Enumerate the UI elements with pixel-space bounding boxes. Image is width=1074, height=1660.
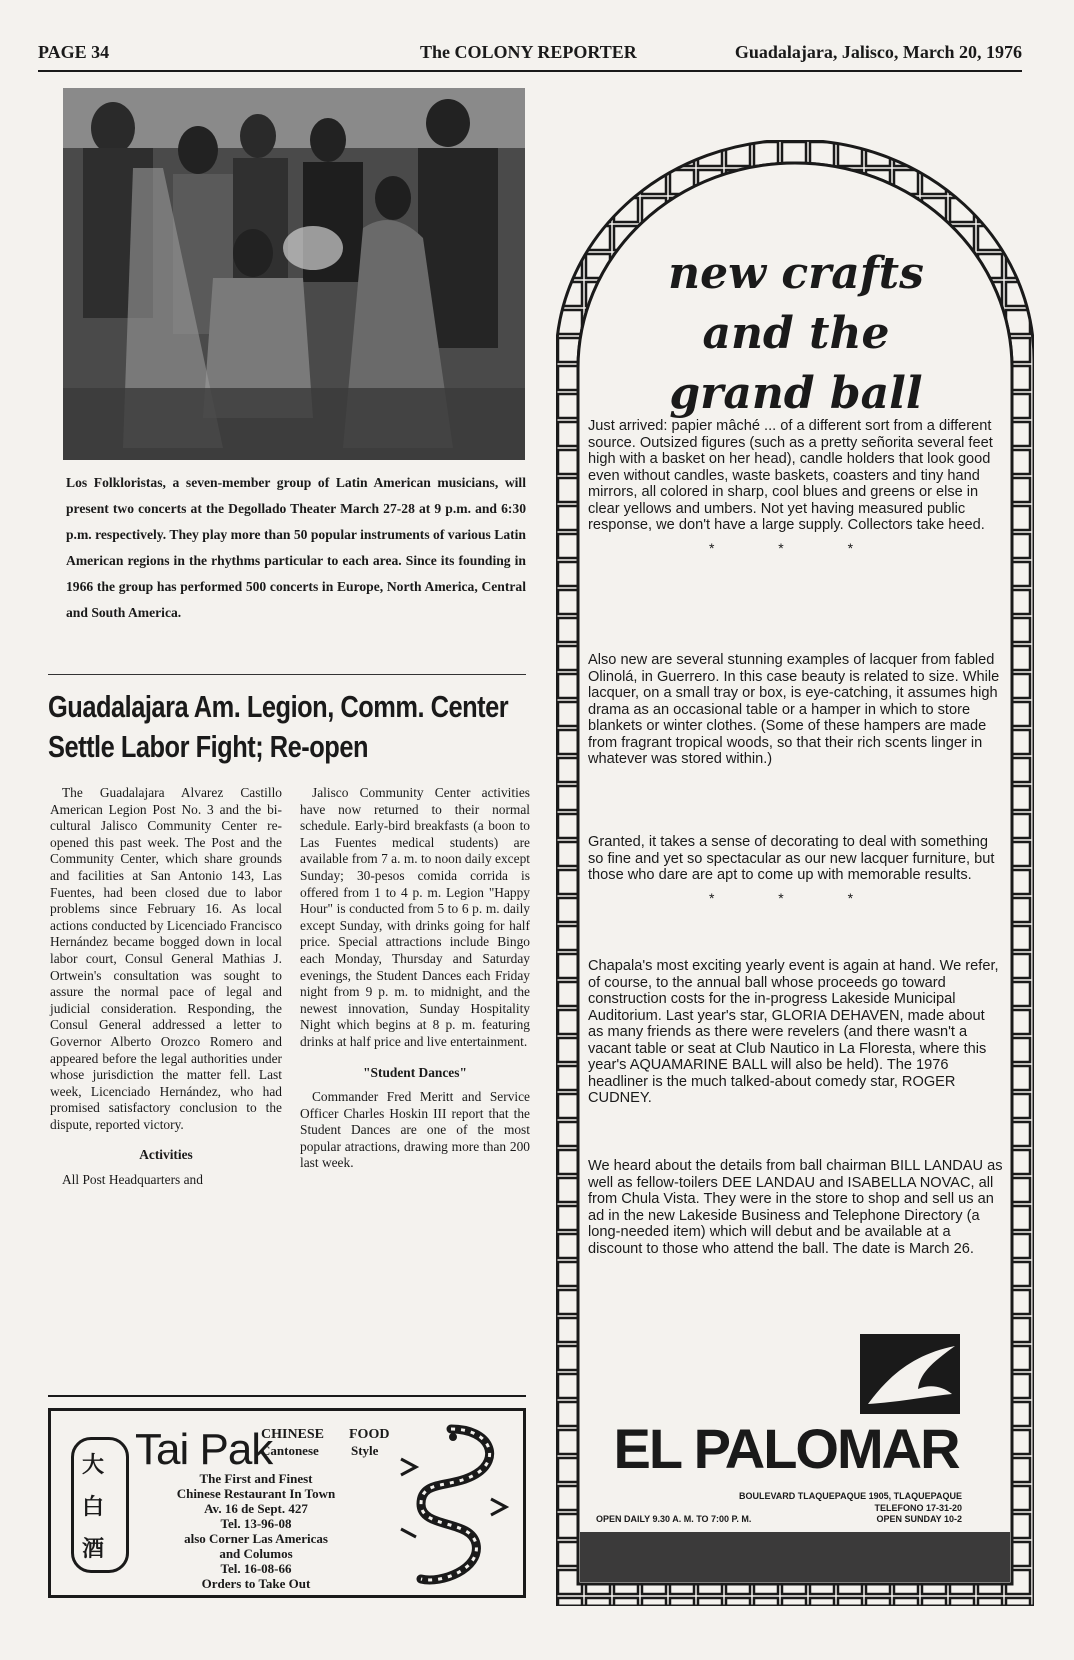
dove-logo-icon bbox=[860, 1334, 960, 1414]
newspaper-name: The COLONY REPORTER bbox=[420, 42, 637, 62]
ad-paragraph-text: Just arrived: papier mâché ... of a different sort from a different source. Outsized figures (such as a pretty señorita several feet high with a basket on her head), candle holders that look good even without candles, waste baskets, coasters and tiny hand mirrors, all colored in sharp, cool blues and greens or else in clear yellows and umbers. Not yet having measured public response, we don't have a large supply. Collectors take heed. bbox=[588, 418, 993, 533]
ad-title-line: grand ball bbox=[669, 368, 923, 419]
subheading-student-dances: "Student Dances" bbox=[363, 1064, 467, 1080]
divider bbox=[48, 674, 526, 675]
ad-title-line: new crafts bbox=[668, 248, 924, 299]
taipak-line: Tel. 13-96-08 bbox=[220, 1516, 292, 1531]
taipak-ad bbox=[48, 1408, 526, 1598]
ad-paragraph-text: We heard about the details from ball chairman BILL LANDAU as well as fellow-toilers DEE LANDAU and ISABELLA NOVAC, all from Chula Vista. They were in the store to shop and sell us an ad in the new Lakeside Business and Telephone Directory (a long-needed item) which will debut and be available at a discount to those who attend the ball. The date is March 26. bbox=[588, 1158, 1003, 1257]
ad-paragraph bbox=[588, 418, 1004, 566]
opening-hours-daily: OPEN DAILY 9.30 A. M. TO 7:00 P. M. bbox=[596, 1514, 752, 1524]
ad-paragraph bbox=[588, 652, 1004, 768]
ad-paragraph bbox=[588, 1158, 1004, 1257]
ad-title-line: and the bbox=[702, 308, 890, 359]
taipak-line: Orders to Take Out bbox=[201, 1576, 311, 1591]
article-column-2 bbox=[300, 785, 530, 1172]
masthead bbox=[38, 38, 1022, 72]
band-photo bbox=[63, 88, 525, 460]
taipak-name: Tai Pak bbox=[135, 1425, 273, 1474]
article-headline: Guadalajara Am. Legion, Comm. Center Settle Labor Fight; Re-open bbox=[48, 689, 509, 764]
phone-line: TELEFONO 17-31-20 bbox=[874, 1503, 962, 1513]
article-column-1 bbox=[50, 785, 282, 1189]
ad-paragraph-text: Also new are several stunning examples of lacquer from fabled Olinolá, in Guerrero. In this case beauty is related to size. While lacquer, on a small tray or box, is eye-catching, it assumes high drama as an occasional table or a hamper in which to store blankets or winter clothes. (Some of these hampers are made from fragrant tropical woods, so that their rich scents linger in whatever was stored within.) bbox=[588, 652, 1000, 767]
taipak-food: FOOD bbox=[349, 1427, 390, 1442]
article-paragraph: All Post Headquarters and bbox=[62, 1172, 203, 1188]
divider bbox=[48, 1395, 526, 1397]
taipak-line: and Columos bbox=[219, 1546, 293, 1561]
taipak-line: also Corner Las Americas bbox=[184, 1531, 328, 1546]
el-palomar-name: EL PALOMAR bbox=[613, 1417, 959, 1480]
taipak-details bbox=[131, 1471, 381, 1591]
taipak-chinese: CHINESE bbox=[261, 1427, 325, 1442]
article-paragraph: The Guadalajara Alvarez Castillo American Legion Post No. 3 and the bi-cultural Jalisco Community Center re-opened this past week. The Post and the Community Center, which share grounds and facilities at San Antonio 143, Las Fuentes, had been closed due to labor problems since February 16. As local actions conducted by Licenciado Francisco Hernández became bogged down in local labor court, Consul General Mathias J. Ortwein's consultation was sought to assure the normal pace of legal and judicial consideration. Responding, the Consul General addressed a letter to Governor Alberto Orozco Romero and appeared before the legal authorities under whose jurisdiction the matter fell. Last week, Licenciado Hernández, who had promised satisfactory conclusion to the dispute, reported victory. bbox=[50, 785, 282, 1132]
chinese-seal-icon: 大 白 酒 bbox=[71, 1437, 129, 1573]
subheading-activities: Activities bbox=[139, 1147, 193, 1163]
separator-stars: * * * bbox=[708, 539, 884, 556]
opening-hours-sunday: OPEN SUNDAY 10-2 bbox=[876, 1514, 962, 1524]
band-photo-image bbox=[63, 88, 525, 460]
ad-paragraph bbox=[588, 958, 1004, 1107]
taipak-line: The First and Finest bbox=[199, 1471, 313, 1486]
taipak-style: Style bbox=[351, 1443, 379, 1458]
article-paragraph: Jalisco Community Center activities have now returned to their normal schedule. Early-bird breakfasts (a boon to Las Fuentes medical students) are available from 7 a. m. to noon daily except Sunday; 30-pesos comida corrida is offered from 1 to 4 p. m. Legion "Happy Hour" is conducted from 5 to 6 p. m. daily except Sunday, with drinks going for half price. Special attractions include Bingo each Monday, Thursday and Saturday evenings, the Student Dances each Friday night from 9 p. m. to midnight, and the newest innovation, Sunday Hospitality Night which begins at 8 p. m. featuring drinks at half price and live entertainment. bbox=[300, 785, 530, 1049]
dateline: Guadalajara, Jalisco, March 20, 1976 bbox=[734, 42, 1022, 62]
taipak-line: Av. 16 de Sept. 427 bbox=[204, 1501, 308, 1516]
el-palomar-ad bbox=[556, 140, 1034, 1606]
ad-paragraph bbox=[588, 834, 1004, 916]
ad-title bbox=[616, 244, 976, 424]
photo-caption: Los Folkloristas, a seven-member group of Latin American musicians, will present two concerts at the Degollado Theater March 27-28 at 9 p.m. and 6:30 p.m. respectively. They play more than 50 popular instruments of various Latin American regions in the rhythms particular to each area. Since its founding in 1966 the group has performed 500 concerts in Europe, North America, Central and South America. bbox=[66, 475, 526, 620]
dragon-icon bbox=[381, 1419, 521, 1594]
ad-paragraph-text: Chapala's most exciting yearly event is again at hand. We refer, of course, to the annual ball whose proceeds go toward construction costs for the in-progress Lakeside Municipal Auditorium. Last year's star, GLORIA DEHAVEN, made about as many friends as there were revelers (and there wasn't a vacant table or seat at Club Nautico in La Floresta, where this year's AQUAMARINE BALL will also be held). The 1976 headliner is the much talked-about comedy star, ROGER CUDNEY. bbox=[588, 958, 999, 1106]
address-line: BOULEVARD TLAQUEPAQUE 1905, TLAQUEPAQUE bbox=[738, 1491, 962, 1501]
el-palomar-address bbox=[739, 1490, 962, 1514]
page-number: PAGE 34 bbox=[38, 42, 110, 62]
article-paragraph: Commander Fred Meritt and Service Officer Charles Hoskin III report that the Student Dances are one of the most popular atractions, drawing more than 200 last week. bbox=[300, 1089, 530, 1171]
taipak-line: Tel. 16-08-66 bbox=[220, 1561, 292, 1576]
separator-stars: * * * bbox=[708, 889, 884, 906]
ad-paragraph-text: Granted, it takes a sense of decorating to deal with something so fine and yet so spectacular as our new lacquer furniture, but those who dare are apt to come up with memorable results. bbox=[588, 834, 995, 883]
taipak-cantonese: Cantonese bbox=[261, 1443, 319, 1458]
taipak-line: Chinese Restaurant In Town bbox=[176, 1486, 336, 1501]
